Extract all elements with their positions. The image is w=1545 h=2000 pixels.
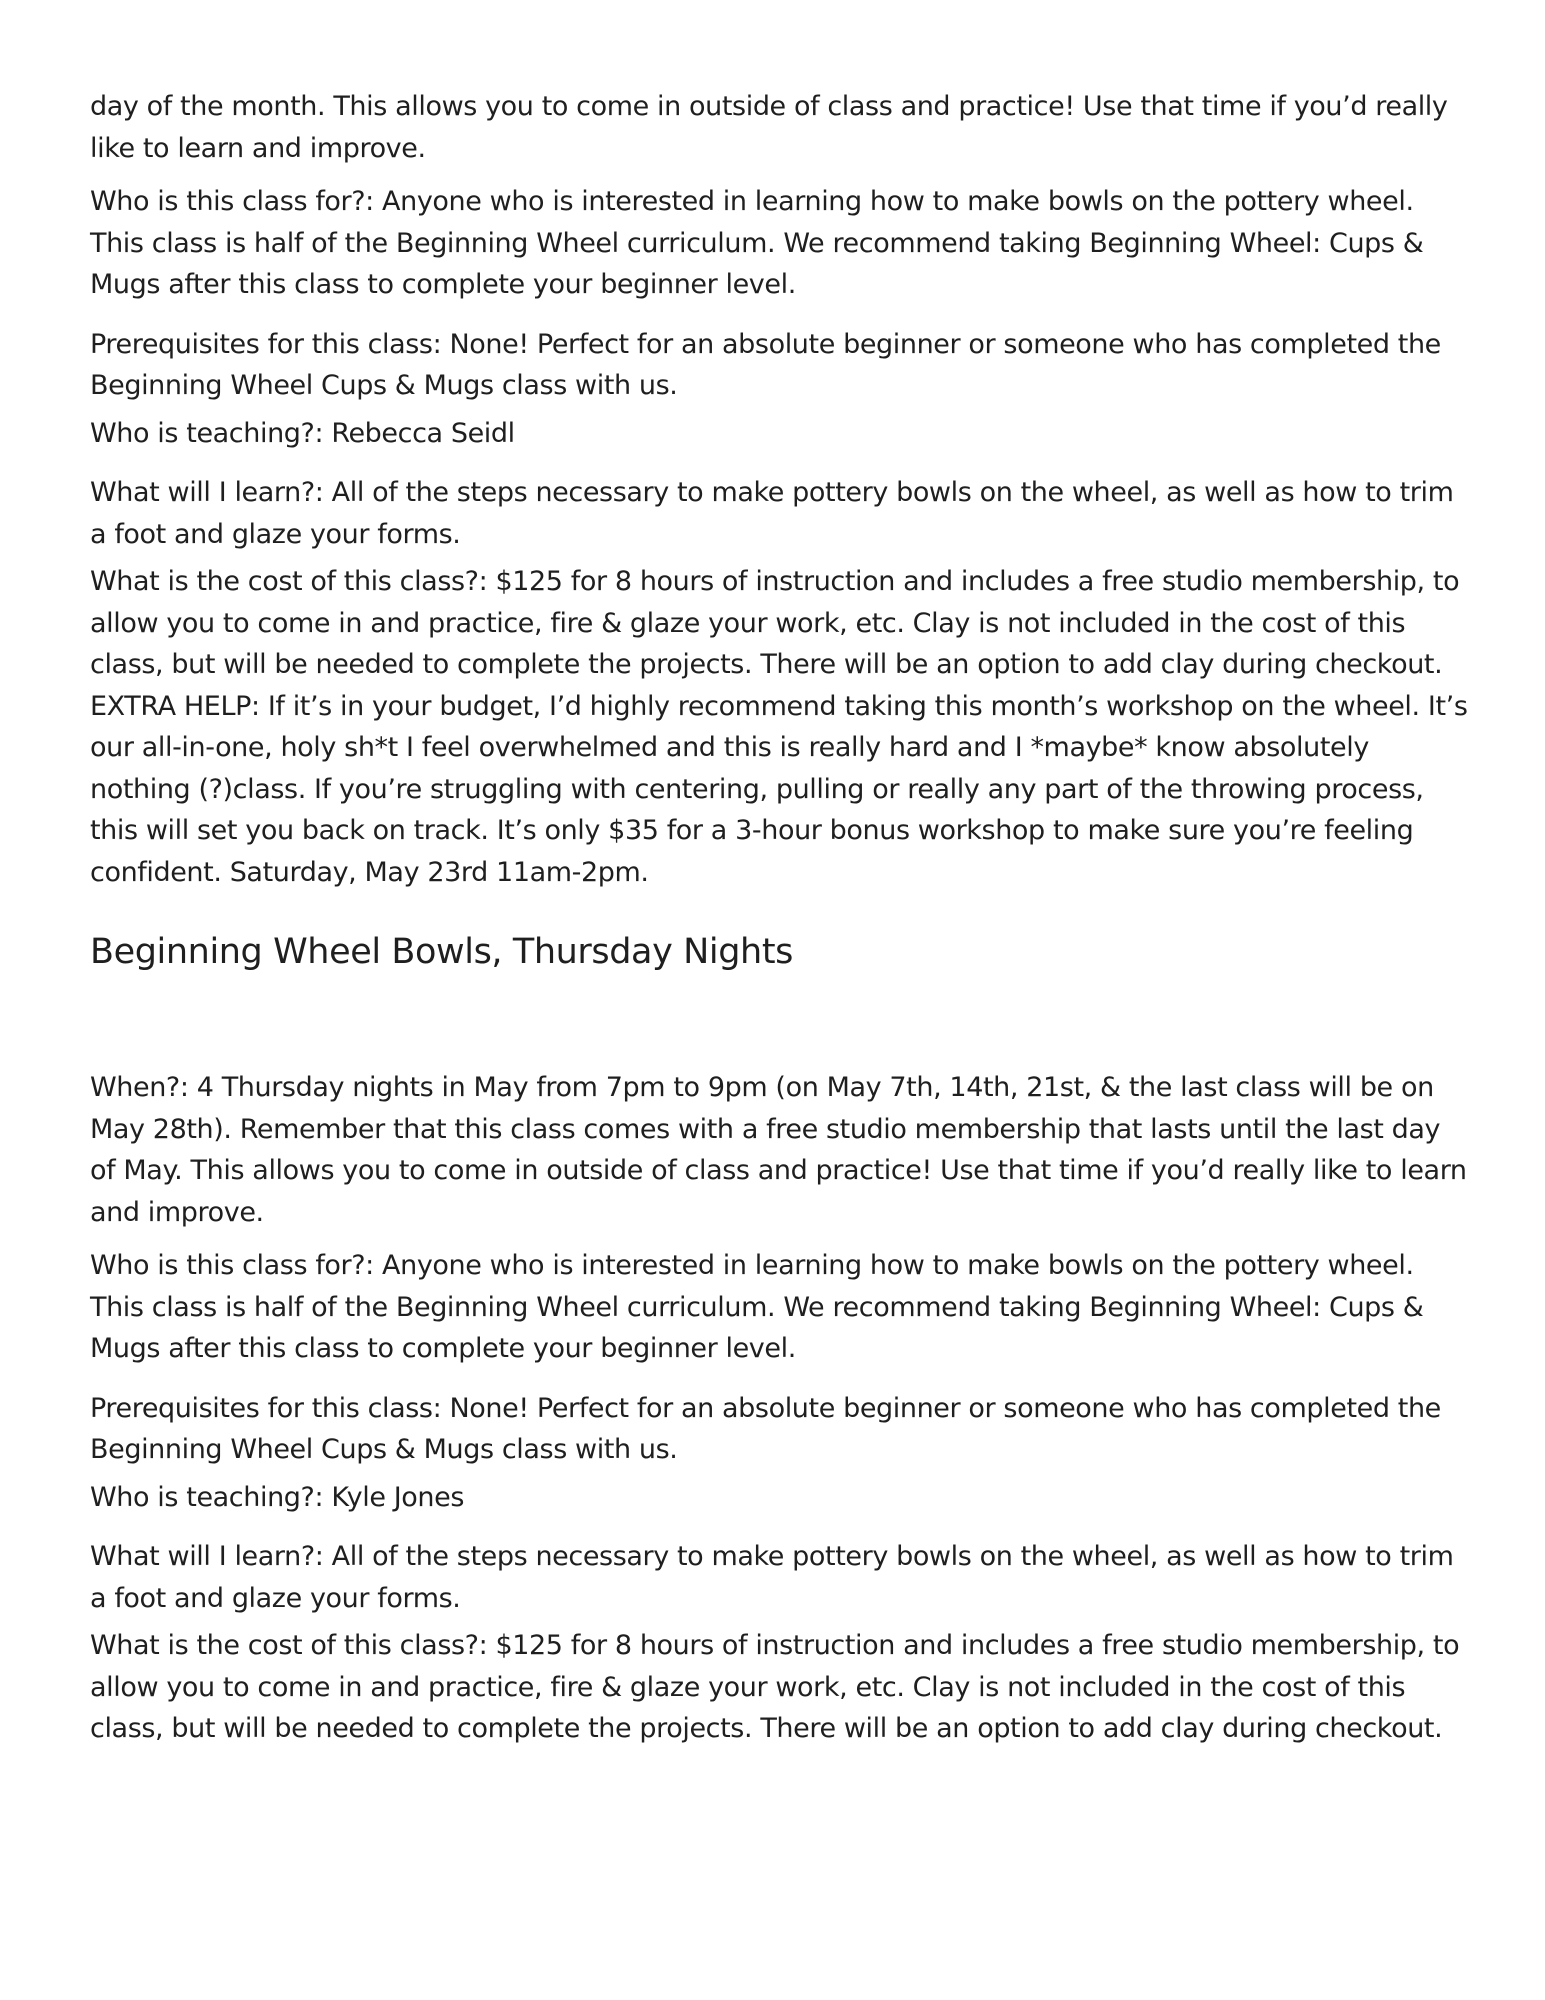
learn-paragraph: What will I learn?: All of the steps necessary to make pottery bowls on the wheel, as well as how to trim a foot and glaze your forms. bbox=[90, 1541, 1454, 1614]
cost-paragraph: What is the cost of this class?: $125 for 8 hours of instruction and includes a free studio membership, to allow you to come in and practice, fire & glaze your work, etc. Clay is not included in the cost of this class, but will be needed to complete the projects. There will be an option to add clay during checkout. bbox=[90, 1630, 1460, 1744]
teacher-paragraph: Who is teaching?: Rebecca Seidl bbox=[90, 417, 515, 449]
intro-continuation-paragraph: day of the month. This allows you to come in outside of class and practice! Use that time if you’d really like to learn and improve. bbox=[90, 91, 1448, 164]
prerequisites-paragraph: Prerequisites for this class: None! Perfect for an absolute beginner or someone who has completed the Beginning Wheel Cups & Mugs class with us. bbox=[90, 328, 1441, 401]
cost-paragraph: What is the cost of this class?: $125 for 8 hours of instruction and includes a free studio membership, to allow you to come in and practice, fire & glaze your work, etc. Clay is not included in the cost of this class, but will be needed to complete the projects. There will be an option to add clay during checkout. bbox=[90, 566, 1460, 680]
who-for-paragraph: Who is this class for?: Anyone who is interested in learning how to make bowls on the pottery wheel. This class is half of the Beginning Wheel curriculum. We recommend taking Beginning Wheel: Cups & Mugs after this class to complete your beginner level. bbox=[90, 186, 1424, 300]
teacher-paragraph: Who is teaching?: Kyle Jones bbox=[90, 1481, 465, 1513]
learn-paragraph: What will I learn?: All of the steps necessary to make pottery bowls on the wheel, as well as how to trim a foot and glaze your forms. bbox=[90, 477, 1454, 550]
extra-help-paragraph: EXTRA HELP: If it’s in your budget, I’d highly recommend taking this month’s workshop on the wheel. It’s our all-in-one, holy sh*t I feel overwhelmed and this is really hard and I *maybe* know absolutely nothing (?)class. If you’re struggling with centering, pulling or really any part of the throwing process, this will set you back on track. It’s only $35 for a 3-hour bonus workshop to make sure you’re feeling confident. Saturday, May 23rd 11am-2pm. bbox=[90, 690, 1468, 888]
section-heading: Beginning Wheel Bowls, Thursday Nights bbox=[90, 932, 794, 972]
prerequisites-paragraph: Prerequisites for this class: None! Perfect for an absolute beginner or someone who has completed the Beginning Wheel Cups & Mugs class with us. bbox=[90, 1392, 1441, 1465]
when-paragraph: When?: 4 Thursday nights in May from 7pm to 9pm (on May 7th, 14th, 21st, & the last class will be on May 28th). Remember that this class comes with a free studio membership that lasts until the last day of May. This allows you to come in outside of class and practice! Use that time if you’d really like to learn and improve. bbox=[90, 1072, 1467, 1228]
document-page bbox=[90, 86, 1470, 1750]
class-section-rebecca bbox=[90, 86, 1470, 893]
class-section-kyle bbox=[90, 929, 1470, 1750]
who-for-paragraph: Who is this class for?: Anyone who is interested in learning how to make bowls on the pottery wheel. This class is half of the Beginning Wheel curriculum. We recommend taking Beginning Wheel: Cups & Mugs after this class to complete your beginner level. bbox=[90, 1250, 1424, 1364]
